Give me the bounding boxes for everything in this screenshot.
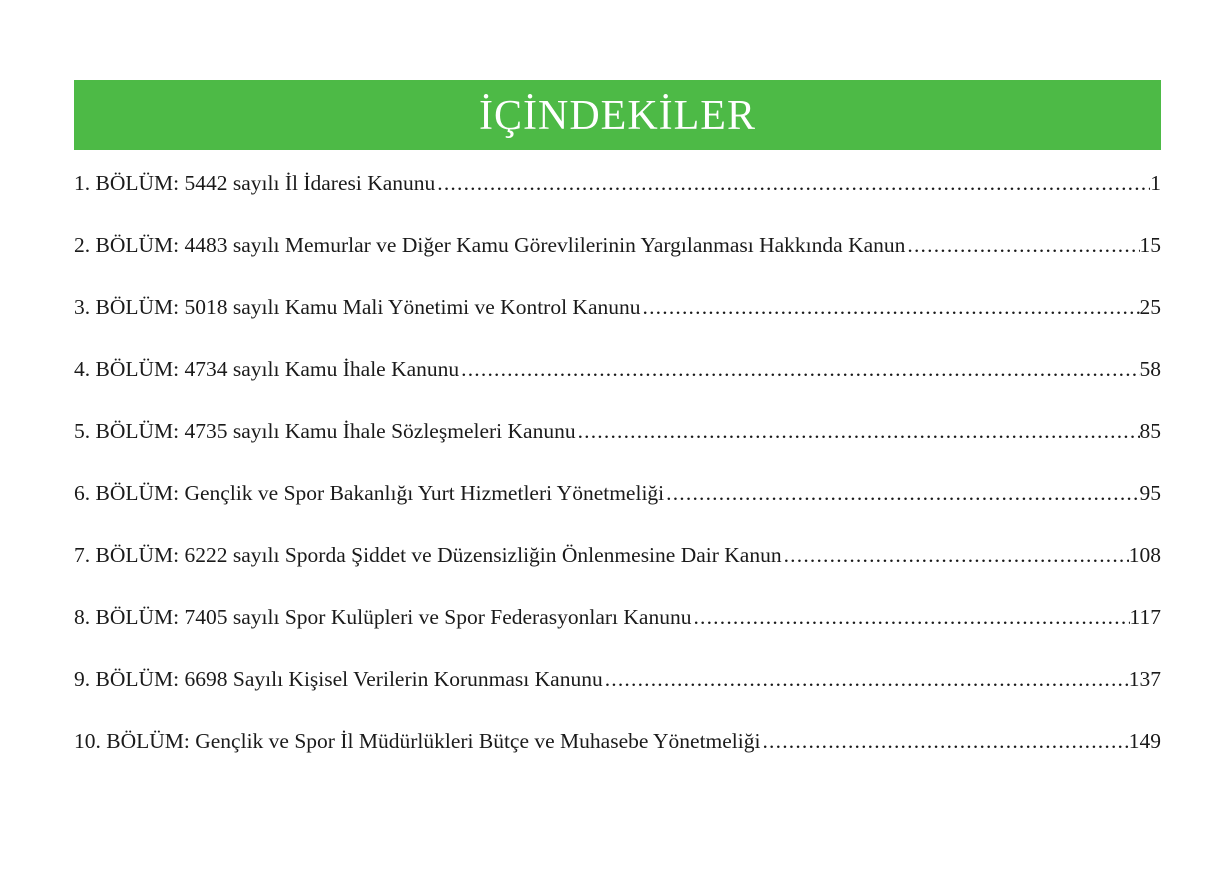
toc-entry[interactable] bbox=[74, 166, 1161, 228]
toc-entry[interactable] bbox=[74, 600, 1161, 662]
toc-dot-leader bbox=[576, 414, 1140, 448]
toc-entry[interactable] bbox=[74, 724, 1161, 786]
toc-entry-page: 25 bbox=[1139, 295, 1161, 319]
toc-entry-title: 2. BÖLÜM: 4483 sayılı Memurlar ve Diğer Kamu Görevlilerinin Yargılanması Hakkında Kanun bbox=[74, 233, 906, 257]
toc-entry-page: 58 bbox=[1139, 357, 1161, 381]
toc-entry[interactable] bbox=[74, 662, 1161, 724]
toc-entry-title: 10. BÖLÜM: Gençlik ve Spor İl Müdürlükleri Bütçe ve Muhasebe Yönetmeliği bbox=[74, 729, 761, 753]
toc-dot-leader bbox=[603, 662, 1129, 696]
toc-entry-title: 4. BÖLÜM: 4734 sayılı Kamu İhale Kanunu bbox=[74, 357, 460, 381]
toc-entry[interactable] bbox=[74, 228, 1161, 290]
toc-dot-leader bbox=[664, 476, 1139, 510]
toc-entry-page: 95 bbox=[1139, 481, 1161, 505]
toc-entry-title: 9. BÖLÜM: 6698 Sayılı Kişisel Verilerin Korunması Kanunu bbox=[74, 667, 603, 691]
toc-entry-page: 149 bbox=[1128, 729, 1161, 753]
toc-entry-title: 8. BÖLÜM: 7405 sayılı Spor Kulüpleri ve Spor Federasyonları Kanunu bbox=[74, 605, 692, 629]
toc-list bbox=[74, 166, 1161, 786]
toc-entry-page: 117 bbox=[1129, 605, 1161, 629]
toc-dot-leader bbox=[905, 228, 1139, 262]
toc-entry[interactable] bbox=[74, 414, 1161, 476]
toc-dot-leader bbox=[691, 600, 1129, 634]
toc-dot-leader bbox=[435, 166, 1150, 200]
toc-entry-page: 15 bbox=[1139, 233, 1161, 257]
toc-dot-leader bbox=[782, 538, 1129, 572]
toc-entry-page: 1 bbox=[1150, 171, 1161, 195]
toc-entry[interactable] bbox=[74, 352, 1161, 414]
toc-entry-title: 1. BÖLÜM: 5442 sayılı İl İdaresi Kanunu bbox=[74, 171, 436, 195]
toc-entry-title: 5. BÖLÜM: 4735 sayılı Kamu İhale Sözleşmeleri Kanunu bbox=[74, 419, 576, 443]
toc-dot-leader bbox=[760, 724, 1128, 758]
toc-entry[interactable] bbox=[74, 290, 1161, 352]
toc-entry-page: 85 bbox=[1139, 419, 1161, 443]
toc-entry[interactable] bbox=[74, 538, 1161, 600]
toc-dot-leader bbox=[459, 352, 1139, 386]
toc-entry-title: 3. BÖLÜM: 5018 sayılı Kamu Mali Yönetimi ve Kontrol Kanunu bbox=[74, 295, 641, 319]
toc-entry[interactable] bbox=[74, 476, 1161, 538]
toc-entry-title: 7. BÖLÜM: 6222 sayılı Sporda Şiddet ve Düzensizliğin Önlenmesine Dair Kanun bbox=[74, 543, 782, 567]
toc-entry-page: 108 bbox=[1128, 543, 1161, 567]
toc-entry-title: 6. BÖLÜM: Gençlik ve Spor Bakanlığı Yurt Hizmetleri Yönetmeliği bbox=[74, 481, 665, 505]
toc-entry-page: 137 bbox=[1128, 667, 1161, 691]
toc-dot-leader bbox=[641, 290, 1140, 324]
toc-header-banner bbox=[74, 80, 1161, 150]
toc-title: İÇİNDEKİLER bbox=[479, 93, 756, 139]
